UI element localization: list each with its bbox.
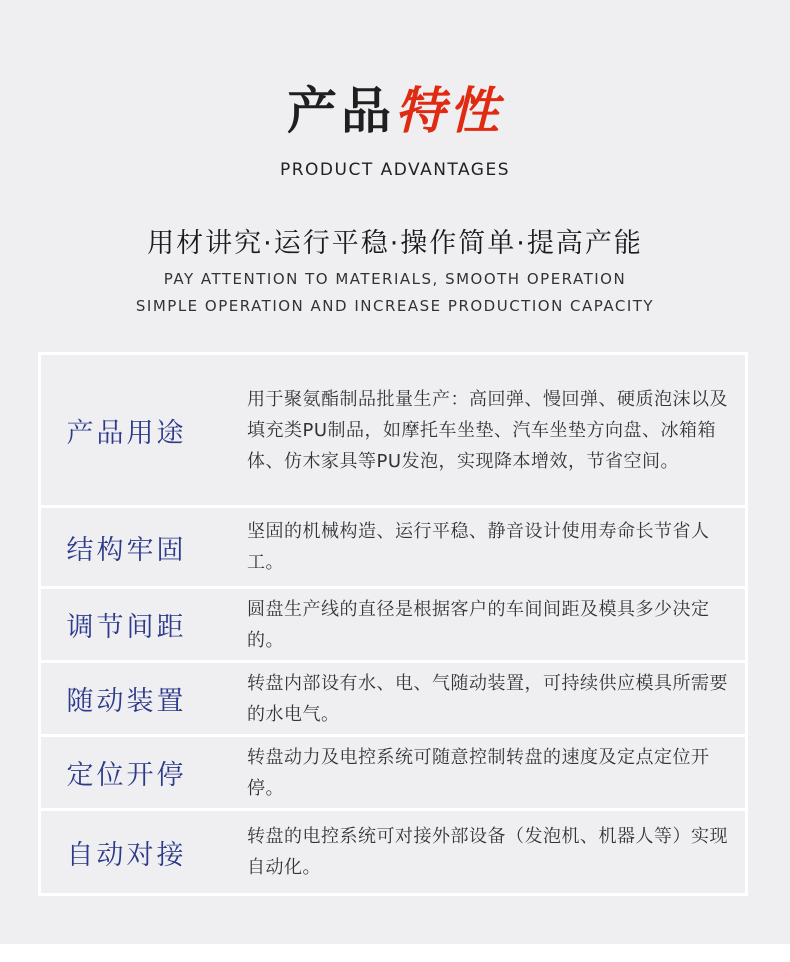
table-row xyxy=(41,663,745,734)
row-desc: 转盘动力及电控系统可随意控制转盘的速度及定点定位开停。 xyxy=(247,746,710,799)
row-label: 结构牢固 xyxy=(66,534,187,566)
features-en-line1: PAY ATTENTION TO MATERIALS, SMOOTH OPERATION xyxy=(163,270,627,288)
table-row xyxy=(41,355,745,505)
table-row xyxy=(41,508,745,586)
row-desc: 转盘内部设有水、电、气随动装置，可持续供应模具所需要的水电气。 xyxy=(247,672,728,725)
table-row xyxy=(41,737,745,808)
row-label: 定位开停 xyxy=(66,760,187,791)
row-desc: 用于聚氨酯制品批量生产：高回弹、慢回弹、硬质泡沫以及填充类PU制品，如摩托车坐垫、汽车坐垫方向盘、冰箱箱体、仿木家具等PU发泡，实现降本增效，节省空间。 xyxy=(247,388,728,472)
features-cn: 用材讲究·运行平稳·操作简单·提高产能 xyxy=(147,228,643,259)
header xyxy=(0,78,790,180)
table-row xyxy=(41,811,745,893)
row-desc: 圆盘生产线的直径是根据客户的车间间距及模具多少决定的。 xyxy=(247,598,710,651)
features-block xyxy=(0,224,790,318)
page-subtitle: PRODUCT ADVANTAGES xyxy=(279,160,511,180)
row-label: 自动对接 xyxy=(66,839,187,871)
page-title xyxy=(0,78,790,144)
features-en-line2: SIMPLE OPERATION AND INCREASE PRODUCTION CAPACITY xyxy=(135,297,655,315)
table-row xyxy=(41,589,745,660)
title-part-1: 产品 xyxy=(287,82,395,140)
title-part-2: 特性 xyxy=(395,82,503,140)
row-desc: 转盘的电控系统可对接外部设备（发泡机、机器人等）实现自动化。 xyxy=(247,826,728,878)
row-label: 调节间距 xyxy=(66,612,187,643)
row-label: 产品用途 xyxy=(66,417,187,449)
advantages-table xyxy=(38,352,748,896)
row-desc: 坚固的机械构造、运行平稳、静音设计使用寿命长节省人工。 xyxy=(247,521,710,573)
bottom-band xyxy=(0,944,790,962)
row-label: 随动装置 xyxy=(66,686,187,717)
